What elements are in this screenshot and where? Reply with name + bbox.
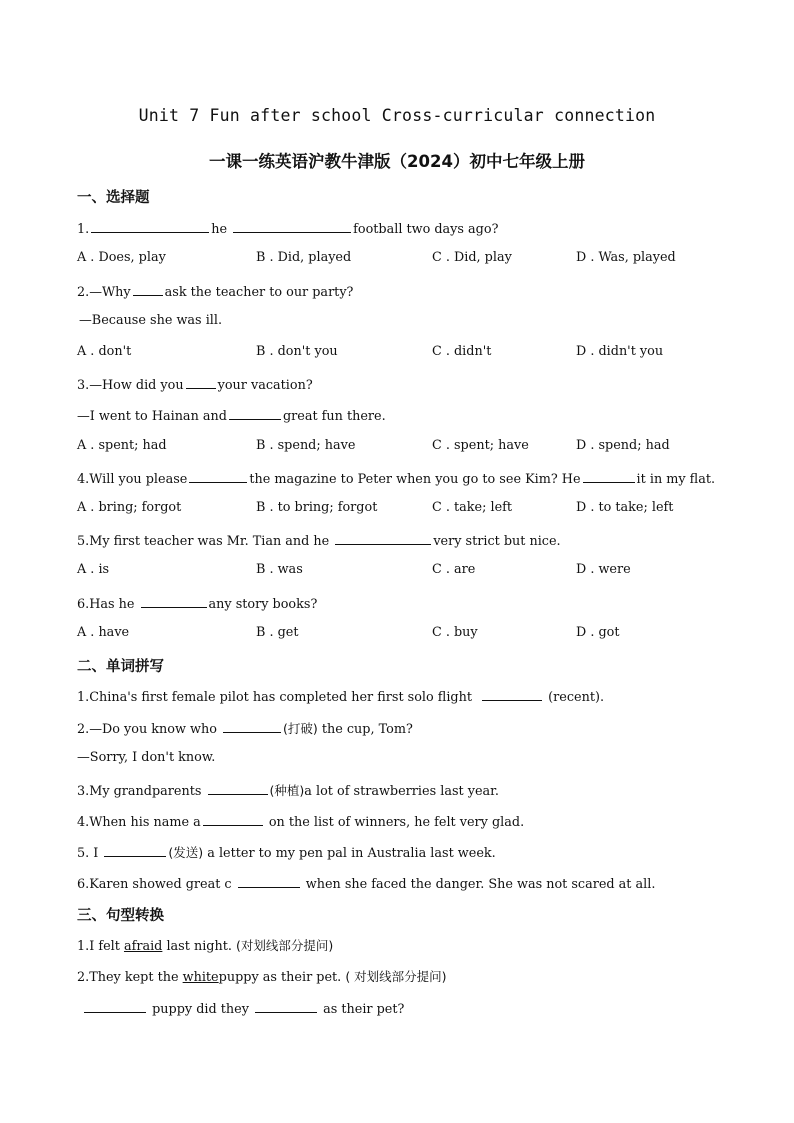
option-b[interactable]: B . get <box>256 625 299 640</box>
spelling-question-6: 6.Karen showed great c when she faced the danger. She was not scared at all. <box>77 874 655 892</box>
question-3-line-2: —I went to Hainan and great fun there. <box>77 406 386 424</box>
option-d[interactable]: D . Was, played <box>576 250 676 265</box>
page-subtitle: 一课一练英语沪教牛津版（2024）初中七年级上册 <box>209 152 585 171</box>
option-c[interactable]: C . buy <box>432 625 478 640</box>
spelling-question-1: 1.China's first female pilot has completed her first solo flight (recent). <box>77 687 604 705</box>
transform-question-2: 2.They kept the whitepuppy as their pet. ( 对划线部分提问) <box>77 969 447 985</box>
answer-blank[interactable] <box>255 999 317 1013</box>
option-c[interactable]: C . Did, play <box>432 250 512 265</box>
question-4: 4.Will you please the magazine to Peter when you go to see Kim? He it in my flat. <box>77 469 715 487</box>
option-b[interactable]: B . to bring; forgot <box>256 500 378 515</box>
answer-blank[interactable] <box>482 687 542 701</box>
option-d[interactable]: D . to take; left <box>576 500 674 515</box>
option-b[interactable]: B . was <box>256 562 303 577</box>
transform-question-2-answer: puppy did they as their pet? <box>82 999 404 1017</box>
option-a[interactable]: A . Does, play <box>77 250 166 265</box>
option-a[interactable]: A . spent; had <box>77 438 167 453</box>
answer-blank[interactable] <box>203 812 263 826</box>
transform-question-1: 1.I felt afraid last night. (对划线部分提问) <box>77 938 334 954</box>
spelling-question-5: 5. I (发送) a letter to my pen pal in Australia last week. <box>77 845 496 861</box>
question-2: 2.—Why ask the teacher to our party? <box>77 282 353 300</box>
answer-blank[interactable] <box>233 219 351 233</box>
underlined-word: white <box>182 970 219 985</box>
answer-blank[interactable] <box>223 719 281 733</box>
spelling-question-2: 2.—Do you know who (打破) the cup, Tom? <box>77 721 413 737</box>
answer-blank[interactable] <box>186 375 216 389</box>
section-heading-spelling: 二、单词拼写 <box>77 659 164 675</box>
underlined-word: afraid <box>123 939 163 954</box>
option-c[interactable]: C . didn't <box>432 344 492 359</box>
answer-blank[interactable] <box>229 406 281 420</box>
spelling-question-2-line-2: —Sorry, I don't know. <box>77 750 216 765</box>
page-title: Unit 7 Fun after school Cross-curricular connection <box>138 106 656 125</box>
question-3: 3.—How did you your vacation? <box>77 375 313 393</box>
answer-blank[interactable] <box>133 282 163 296</box>
answer-blank[interactable] <box>141 594 207 608</box>
spelling-question-4: 4.When his name a on the list of winners, he felt very glad. <box>77 812 524 830</box>
spelling-question-3: 3.My grandparents (种植)a lot of strawberries last year. <box>77 783 499 799</box>
section-heading-sentence-transformation: 三、句型转换 <box>77 908 164 924</box>
option-b[interactable]: B . Did, played <box>256 250 352 265</box>
answer-blank[interactable] <box>189 469 247 483</box>
answer-blank[interactable] <box>84 999 146 1013</box>
answer-blank[interactable] <box>238 874 300 888</box>
answer-blank[interactable] <box>583 469 635 483</box>
answer-blank[interactable] <box>91 219 209 233</box>
option-a[interactable]: A . have <box>77 625 130 640</box>
question-6: 6.Has he any story books? <box>77 594 317 612</box>
answer-blank[interactable] <box>208 781 268 795</box>
option-d[interactable]: D . were <box>576 562 631 577</box>
option-c[interactable]: C . take; left <box>432 500 513 515</box>
option-b[interactable]: B . spend; have <box>256 438 356 453</box>
question-5: 5.My first teacher was Mr. Tian and he very strict but nice. <box>77 531 561 549</box>
option-d[interactable]: D . didn't you <box>576 344 664 359</box>
option-c[interactable]: C . are <box>432 562 476 577</box>
option-c[interactable]: C . spent; have <box>432 438 529 453</box>
option-b[interactable]: B . don't you <box>256 344 338 359</box>
option-a[interactable]: A . don't <box>77 344 132 359</box>
answer-blank[interactable] <box>335 531 431 545</box>
option-d[interactable]: D . spend; had <box>576 438 670 453</box>
section-heading-multiple-choice: 一、选择题 <box>77 190 150 206</box>
question-2-line-2: —Because she was ill. <box>79 313 223 328</box>
answer-blank[interactable] <box>104 843 166 857</box>
option-a[interactable]: A . bring; forgot <box>77 500 182 515</box>
question-1: 1. he football two days ago? <box>77 219 498 237</box>
option-a[interactable]: A . is <box>77 562 110 577</box>
option-d[interactable]: D . got <box>576 625 620 640</box>
